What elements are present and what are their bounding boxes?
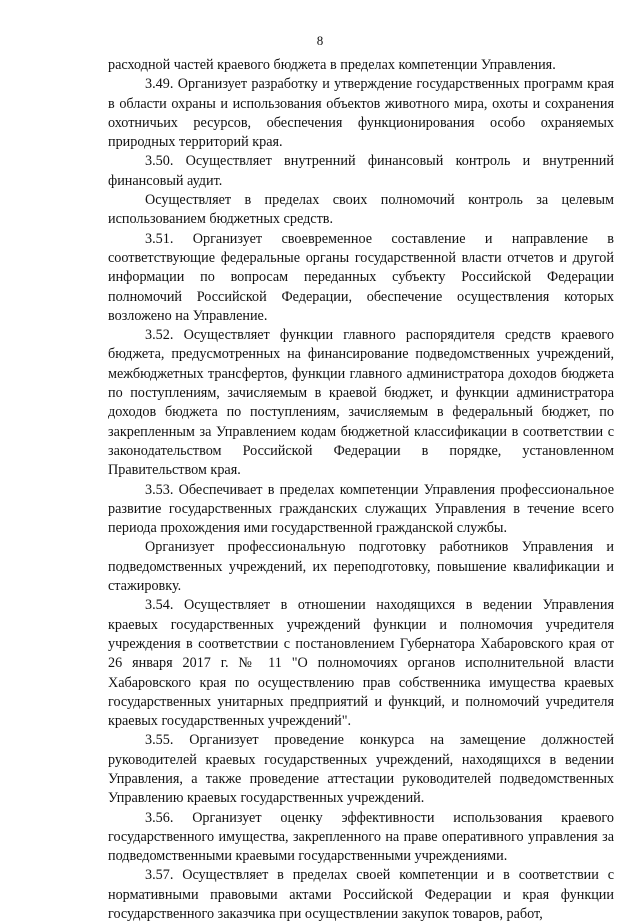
paragraph-3-50: 3.50. Осуществляет внутренний финансовый контроль и внутренний финансовый аудит. bbox=[108, 153, 614, 189]
paragraph-3-55: 3.55. Организует проведение конкурса на замещение должностей руководителей краевых государственных учреждений, находящихся в ведении Управления, а также проведение аттестации руководителей подведомственных Управлению краевых государственных учреждений. bbox=[108, 732, 614, 807]
paragraph-3-56: 3.56. Организует оценку эффективности использования краевого государственного имущества, закрепленного на праве оперативного управления за подведомственными краевыми государственными учреждениями. bbox=[108, 809, 614, 865]
document-body bbox=[108, 56, 614, 924]
paragraph-3-53: 3.53. Обеспечивает в пределах компетенции Управления профессиональное развитие государственных гражданских служащих Управления в течение всего периода прохождения ими государственной гражданской службы. bbox=[108, 481, 614, 537]
paragraph-continuation: расходной частей краевого бюджета в пределах компетенции Управления. bbox=[108, 57, 556, 73]
paragraph-3-52: 3.52. Осуществляет функции главного распорядителя средств краевого бюджета, предусмотренных на финансирование подведомственных учреждений, межбюджетных трансфертов, функции главного администратора доходов бюджета по поступлениям, зачисляемым в краевой бюджет, и функции администратора доходов бюджета по поступлениям, зачисляемым в федеральный бюджет, по закрепленным за Управлением кодам бюджетной классификации в соответствии с законодательством Российской Федерации в порядке, установленном Правительством края. bbox=[108, 327, 614, 479]
paragraph-3-53-training: Организует профессиональную подготовку работников Управления и подведомственных учреждений, их переподготовку, повышение квалификации и стажировку. bbox=[108, 539, 614, 595]
page-number: 8 bbox=[316, 33, 324, 48]
paragraph-3-51: 3.51. Организует своевременное составление и направление в соответствующие федеральные органы государственной власти отчетов и другой информации по вопросам переданных субъекту Российской Федерации полномочий Российской Федерации, обеспечение осуществления которых возложено на Управление. bbox=[108, 230, 614, 324]
paragraph-3-49: 3.49. Организует разработку и утверждение государственных программ края в области охраны и использования объектов животного мира, охоты и сохранения охотничьих ресурсов, обеспечения функционирования особо охраняемых природных территорий края. bbox=[108, 76, 614, 151]
paragraph-3-54: 3.54. Осуществляет в отношении находящихся в ведении Управления краевых государственных учреждений функции и полномочия учредителя учреждения в соответствии с постановлением Губернатора Хабаровского края от 26 января 2017 г. № 11 "О полномочиях органов исполнительной власти Хабаровского края по осуществлению прав собственника имущества краевых государственных унитарных предприятий и функций, и полномочий учредителя краевых государственных учреждений". bbox=[108, 597, 614, 730]
paragraph-3-57: 3.57. Осуществляет в пределах своей компетенции и в соответствии с нормативными правовыми актами Российской Федерации и края функции государственного заказчика при осуществлении закупок товаров, работ, bbox=[108, 867, 614, 923]
paragraph-3-50-control: Осуществляет в пределах своих полномочий контроль за целевым использованием бюджетных средств. bbox=[108, 192, 614, 228]
